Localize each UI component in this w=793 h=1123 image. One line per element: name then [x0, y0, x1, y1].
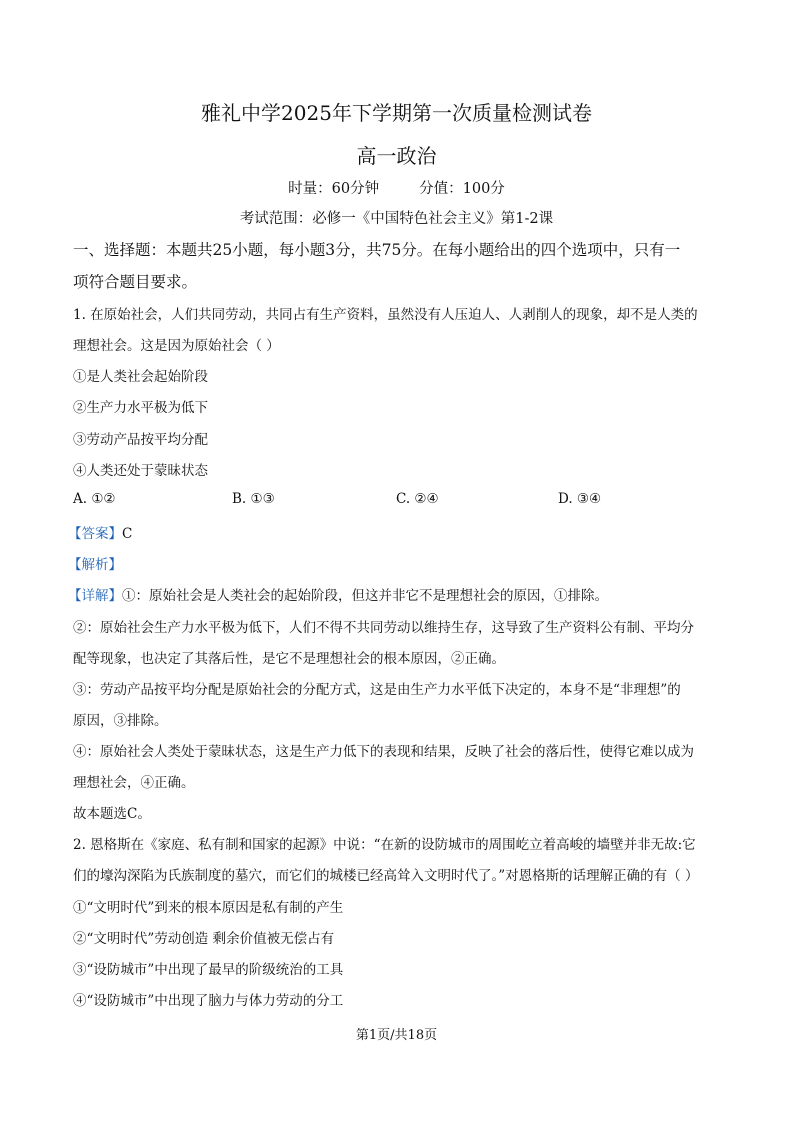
detail-label: 【详解】 — [68, 588, 122, 604]
q1-item-2: ②生产力水平极为低下 — [73, 400, 208, 416]
exam-scope: 考试范围：必修一《中国特色社会主义》第1-2课 — [239, 211, 554, 227]
q1-choice-c: C. ②④ — [396, 491, 439, 507]
q2-item-1: ①“文明时代”到来的根本原因是私有制的产生 — [73, 900, 344, 916]
q1-detail-line7: 理想社会，④正确。 — [73, 775, 195, 791]
total-score: 分值：100分 — [419, 181, 505, 197]
q1-stem-line2: 理想社会。这是因为原始社会（ ） — [73, 338, 280, 354]
q2-item-3: ③“设防城市”中出现了最早的阶级统治的工具 — [73, 962, 344, 978]
q1-detail-line6: ④：原始社会人类处于蒙昧状态，这是生产力低下的表现和结果，反映了社会的落后性，使得它难以成为 — [73, 744, 694, 760]
q1-choice-d: D. ③④ — [558, 491, 602, 507]
q1-detail-line3: 配等现象，也决定了其落后性，是它不是理想社会的根本原因，②正确。 — [73, 651, 505, 667]
q1-stem-line1: 1. 在原始社会，人们共同劳动，共同占有生产资料，虽然没有人压迫人、人剥削人的现象，却不是人类的 — [73, 307, 698, 323]
q1-detail-line1: 【详解】①：原始社会是人类社会的起始阶段，但这并非它不是理想社会的原因，①排除。 — [68, 588, 608, 604]
exam-title: 雅礼中学2025年下学期第一次质量检测试卷 — [201, 101, 592, 125]
q2-item-2: ②“文明时代”劳动创造 剩余价值被无偿占有 — [73, 931, 335, 947]
q2-stem-line1: 2. 恩格斯在《家庭、私有制和国家的起源》中说：“在新的设防城市的周围屹立着高峻的墙壁并非无故:它 — [73, 837, 696, 853]
q2-item-4: ④“设防城市”中出现了脑力与体力劳动的分工 — [73, 993, 344, 1009]
q1-choice-a: A. ①② — [73, 491, 116, 507]
q1-analysis-label: 【解析】 — [68, 557, 122, 573]
answer-value: C — [122, 526, 133, 542]
q1-item-3: ③劳动产品按平均分配 — [73, 432, 208, 448]
q2-stem-line2: 们的壕沟深陷为氏族制度的墓穴，而它们的城楼已经高耸入文明时代了。”对恩格斯的话理解正确的有（ ） — [73, 868, 699, 884]
q1-item-4: ④人类还处于蒙昧状态 — [73, 463, 208, 479]
time-limit: 时量：60分钟 — [288, 181, 380, 197]
exam-subject: 高一政治 — [356, 144, 437, 168]
q1-answer — [68, 522, 132, 542]
q1-item-1: ①是人类社会起始阶段 — [73, 369, 208, 385]
q1-detail-line2: ②：原始社会生产力水平极为低下，人们不得不共同劳动以维持生存，这导致了生产资料公有制、平均分 — [73, 620, 694, 636]
q1-conclusion: 故本题选C。 — [73, 806, 151, 822]
page-footer: 第1页/共18页 — [355, 1028, 438, 1043]
section-heading-line2: 项符合题目要求。 — [73, 273, 198, 291]
q1-detail-line4: ③：劳动产品按平均分配是原始社会的分配方式，这是由生产力水平低下决定的，本身不是“非理想”的 — [73, 682, 681, 698]
exam-meta — [0, 177, 793, 198]
q1-detail-line5: 原因，③排除。 — [73, 713, 168, 729]
section-heading-line1: 一、选择题：本题共25小题，每小题3分，共75分。在每小题给出的四个选项中，只有一 — [73, 241, 681, 259]
answer-label: 【答案】 — [68, 526, 122, 542]
q1-choice-b: B. ①③ — [232, 491, 275, 507]
